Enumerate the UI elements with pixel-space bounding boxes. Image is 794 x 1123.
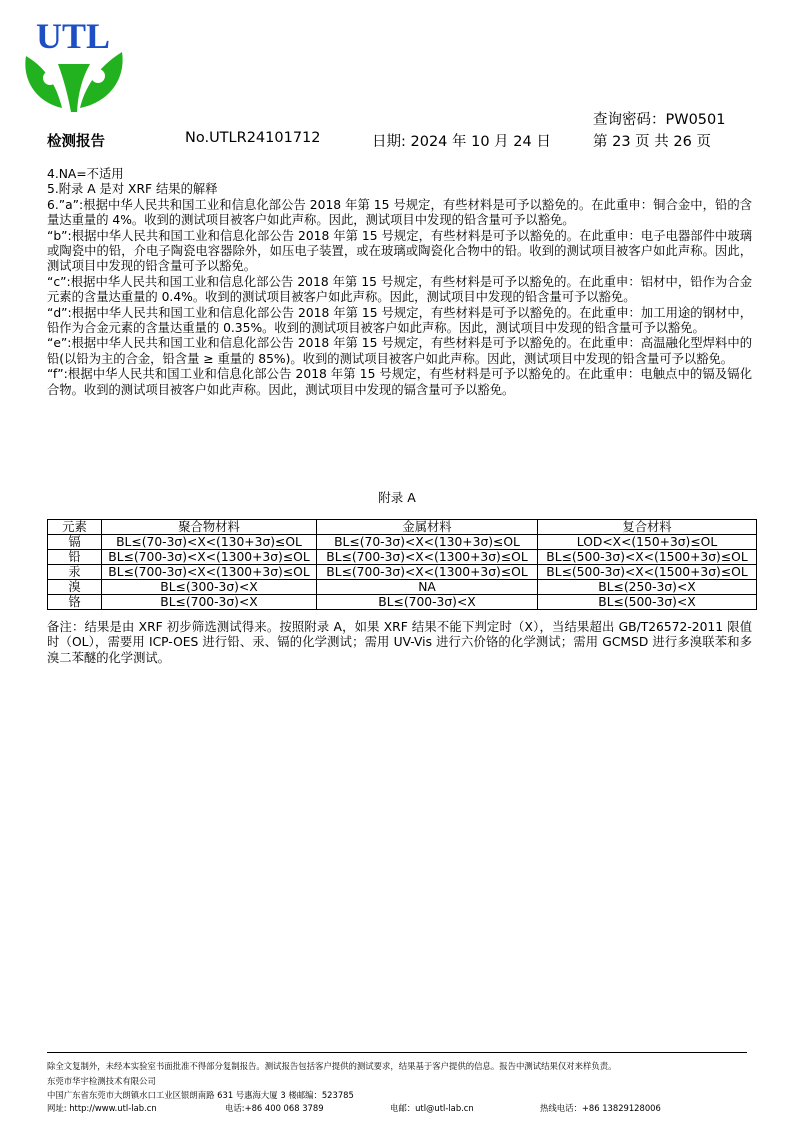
note-na: 4.NA=不适用 <box>47 167 124 181</box>
composite-cell: BL≤(250-3σ)<X <box>538 580 757 595</box>
note-exemption-d: “d”:根据中华人民共和国工业和信息化部公告 2018 年第 15 号规定，有些材料是可予以豁免的。在此重申：加工用途的钢材中，铅作为合金元素的含量达重量的 0.35%。收到的测试项目被客户如此声称。因此，测试项目中发现的铅含量可予以豁免。 <box>47 305 752 336</box>
polymer-cell: BL≤(700-3σ)<X <box>102 595 317 610</box>
element-cell: 汞 <box>48 565 102 580</box>
notes-section <box>47 167 752 398</box>
header-composite: 复合材料 <box>538 520 757 535</box>
logo-right-circle <box>91 69 105 83</box>
composite-cell: LOD<X<(150+3σ)≤OL <box>538 535 757 550</box>
table-header-row <box>48 520 757 535</box>
element-cell: 镉 <box>48 535 102 550</box>
composite-cell: BL≤(500-3σ)<X<(1500+3σ)≤OL <box>538 565 757 580</box>
metal-cell: NA <box>317 580 538 595</box>
table-row <box>48 535 757 550</box>
page-indicator: 第 23 页 共 26 页 <box>593 134 711 150</box>
footer-hotline: 热线电话：+86 13829128006 <box>540 1103 661 1113</box>
table-row <box>48 580 757 595</box>
note-exemption-b: “b”:根据中华人民共和国工业和信息化部公告 2018 年第 15 号规定，有些材料是可予以豁免的。在此重申：电子电器部件中玻璃或陶瓷中的铅，介电子陶瓷电容器除外，如压电子装置，或在玻璃或陶瓷化合物中的铅。收到的测试项目被客户如此声称。因此，测试项目中发现的铅含量可予以豁免。 <box>47 228 752 274</box>
footer-phone: 电话:+86 400 068 3789 <box>225 1103 324 1113</box>
logo-text: UTL <box>35 16 111 56</box>
note-exemption-a: 6.”a”:根据中华人民共和国工业和信息化部公告 2018 年第 15 号规定，有些材料是可予以豁免的。在此重申：铜合金中，铅的含量达重量的 4%。收到的测试项目被客户如此声称。因此，测试项目中发现的铅含量可予以豁免。 <box>47 197 752 228</box>
logo-left-circle <box>43 71 57 85</box>
element-cell: 铅 <box>48 550 102 565</box>
footer-disclaimer: 除全文复制外，未经本实验室书面批准不得部分复制报告。测试报告包括客户提供的测试要求，结果基于客户提供的信息。报告中测试结果仅对来样负责。 <box>47 1061 617 1071</box>
query-code: 查询密码：PW0501 <box>593 112 726 128</box>
report-title: 检测报告 <box>47 134 105 150</box>
composite-cell: BL≤(500-3σ)<X <box>538 595 757 610</box>
appendix-table <box>47 519 757 610</box>
metal-cell: BL≤(700-3σ)<X <box>317 595 538 610</box>
composite-cell: BL≤(500-3σ)<X<(1500+3σ)≤OL <box>538 550 757 565</box>
report-number: No.UTLR24101712 <box>185 130 321 146</box>
footer-divider <box>47 1052 747 1053</box>
appendix-title: 附录 A <box>378 490 416 505</box>
logo-left-leaf <box>25 56 62 108</box>
table-row <box>48 550 757 565</box>
metal-cell: BL≤(700-3σ)<X<(1300+3σ)≤OL <box>317 550 538 565</box>
note-appendix: 5.附录 A 是对 XRF 结果的解释 <box>47 182 218 197</box>
report-date: 日期: 2024 年 10 月 24 日 <box>372 134 551 150</box>
footer-address: 中国广东省东莞市大朗镇水口工业区银朗南路 631 号惠海大厦 3 楼邮编：523785 <box>47 1090 354 1100</box>
note-exemption-f: “f”:根据中华人民共和国工业和信息化部公告 2018 年第 15 号规定，有些材料是可予以豁免的。在此重申：电触点中的镉及镉化合物。收到的测试项目被客户如此声称。因此，测试项目中发现的镉含量可予以豁免。 <box>47 367 752 397</box>
footer-website[interactable]: 网址: http://www.utl-lab.cn <box>47 1103 157 1113</box>
note-exemption-e: “e”:根据中华人民共和国工业和信息化部公告 2018 年第 15 号规定，有些材料是可予以豁免的。在此重申：高温融化型焊料中的铅(以铅为主的合金，铅含量 ≥ 重量的 85%)。收到的测试项目被客户如此声称。因此，测试项目中发现的铅含量可予以豁免。 <box>47 336 752 366</box>
table-row <box>48 595 757 610</box>
element-cell: 铬 <box>48 595 102 610</box>
footer-email[interactable]: 电邮：utl@utl-lab.cn <box>390 1103 474 1113</box>
polymer-cell: BL≤(700-3σ)<X<(1300+3σ)≤OL <box>102 565 317 580</box>
header-polymer: 聚合物材料 <box>102 520 317 535</box>
polymer-cell: BL≤(700-3σ)<X<(1300+3σ)≤OL <box>102 550 317 565</box>
metal-cell: BL≤(700-3σ)<X<(1300+3σ)≤OL <box>317 565 538 580</box>
element-cell: 溴 <box>48 580 102 595</box>
polymer-cell: BL≤(70-3σ)<X<(130+3σ)≤OL <box>102 535 317 550</box>
polymer-cell: BL≤(300-3σ)<X <box>102 580 317 595</box>
note-exemption-c: “c”:根据中华人民共和国工业和信息化部公告 2018 年第 15 号规定，有些材料是可予以豁免的。在此重申：铝材中，铅作为合金元素的含量达重量的 0.4%。收到的测试项目被客户如此声称。因此，测试项目中发现的铅含量可予以豁免。 <box>47 274 752 305</box>
metal-cell: BL≤(70-3σ)<X<(130+3σ)≤OL <box>317 535 538 550</box>
appendix-remark: 备注：结果是由 XRF 初步筛选测试得来。按照附录 A，如果 XRF 结果不能下判定时（X），当结果超出 GB/T26572-2011 限值时（OL），需要用 ICP-OES 进行铅、汞、镉的化学测试；需用 UV-Vis 进行六价铬的化学测试；需用 GCMSD 进行多溴联苯和多溴二苯醚的化学测试。 <box>47 620 752 665</box>
table-row <box>48 565 757 580</box>
footer-company: 东莞市华宇检测技术有限公司 <box>47 1076 156 1086</box>
header-metal: 金属材料 <box>317 520 538 535</box>
utl-logo <box>18 8 128 116</box>
header-element: 元素 <box>48 520 102 535</box>
